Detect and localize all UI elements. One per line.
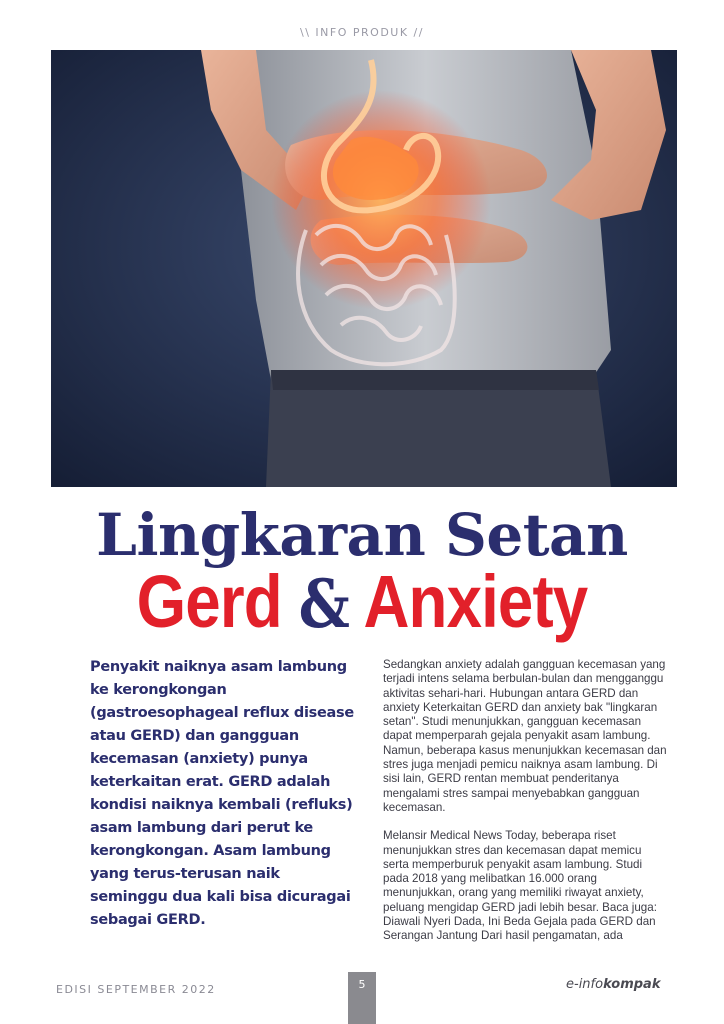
brand-prefix: e-info [566,977,604,992]
body-column [383,658,668,944]
brand-logo [566,977,660,992]
brand-bold: kompak [603,977,661,992]
title-ampersand: & [298,565,349,643]
hero-image [51,50,677,487]
page-number: 5 [348,972,376,1024]
title-word-anxiety: Anxiety [363,560,588,643]
title-line-2 [51,560,674,646]
body-paragraph-1: Sedangkan anxiety adalah gangguan kecemasan yang terjadi intens selama berbulan-bulan dan mengganggu aktivitas sehari-hari. Hubungan antara GERD dan anxiety Keterkaitan GERD dan anxiety bak "lingkaran setan". Studi menunjukkan, gangguan kecemasan dapat memperparah gejala penyakit asam lambung. Namun, beberapa kasus menunjukkan kecemasan dan stres juga menjadi pemicu naiknya asam lambung. Di sisi lain, GERD rentan membuat penderitanya mengalami stres sampai menyebabkan gangguan kecemasan. [383,658,667,814]
footer-edition: EDISI SEPTEMBER 2022 [56,983,216,996]
title-word-gerd: Gerd [136,560,282,643]
title-line-1: Lingkaran Setan [96,501,628,569]
body-paragraph-2: Melansir Medical News Today, beberapa riset menunjukkan stres dan kecemasan dapat memicu serta memperburuk penyakit asam lambung. Studi pada 2018 yang melibatkan 16.000 orang menunjukkan, orang yang memiliki riwayat anxiety, peluang mengidap GERD jadi lebih besar. Baca juga: Diawali Nyeri Dada, Ini Beda Gejala pada GERD dan Serangan Jantung Dari hasil pengamatan, ada [383,829,657,943]
lead-paragraph: Penyakit naiknya asam lambung ke kerongkongan (gastroesophageal reflux disease atau GERD) dan gangguan kecemasan (anxiety) punya keterkaitan erat. GERD adalah kondisi naiknya kembali (refluks) asam lambung dari perut ke kerongkongan. Asam lambung yang terus-terusan naik seminggu dua kali bisa dicuragai sebagai GERD. [90,659,354,928]
section-label: \\ INFO PRODUK // [300,26,424,39]
hero-illustration [51,50,677,487]
